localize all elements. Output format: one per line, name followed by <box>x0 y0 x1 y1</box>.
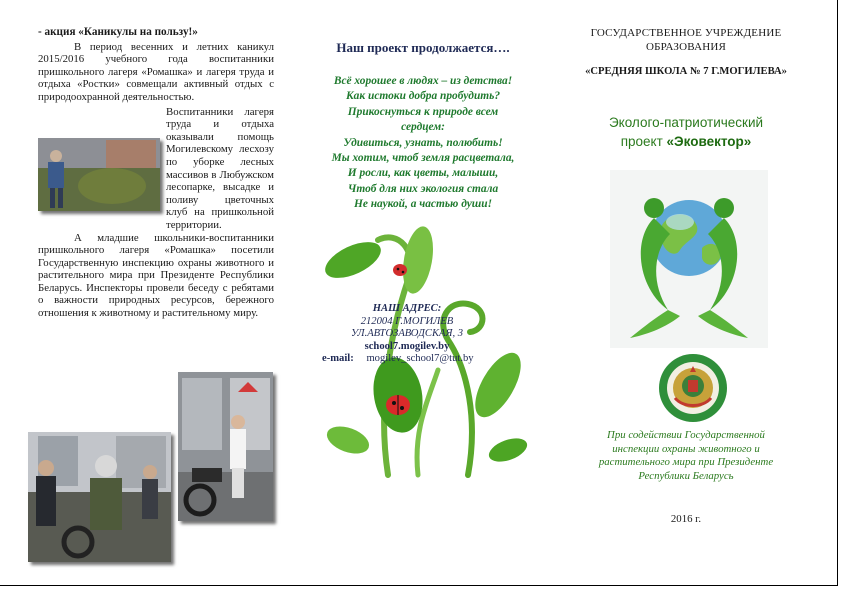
poem-column <box>298 40 548 213</box>
school-address <box>322 303 492 366</box>
school-name: «СРЕДНЯЯ ШКОЛА № 7 Г.МОГИЛЕВА» <box>585 66 787 77</box>
poem-line: Как истоки добра пробудить? <box>345 90 501 103</box>
address-street: УЛ.АВТОЗАВОДСКАЯ, 3 <box>350 328 464 340</box>
project-continues-title: Наш проект продолжается…. <box>336 40 510 55</box>
address-label: НАШ АДРЕС: <box>372 303 442 314</box>
poem-line: Мы хотим, чтоб земля расцветала, <box>331 152 515 165</box>
poem-line: Всё хорошее в людях – из детства! <box>333 75 513 87</box>
support-note: При содействии Государственной инспекции охраны животного и растительного мира при Президенте Республики Беларусь <box>598 429 774 482</box>
activity-intro-text: В период весенних и летних каникул 2015/2016 учебного года воспитанники пришкольного лагеря «Ромашка» и лагеря труда и отдыха «Ростки» совмещали активный отдых с природоохранной деятельностью. <box>38 40 274 103</box>
school-email <box>322 353 492 366</box>
email-label: e-mail: <box>322 353 354 365</box>
poem-line: Прикоснуться к природе всем <box>347 105 499 118</box>
poem-line: Удивиться, узнать, полюбить! <box>343 136 503 149</box>
photo-motorcycle-kids <box>28 432 171 562</box>
publication-year: 2016 г. <box>670 513 702 525</box>
poem-line: сердцем: <box>401 121 445 134</box>
poem-line: Чтоб для них экология стала <box>347 182 499 195</box>
address-city: 212004 Г.МОГИЛЕВ <box>360 315 454 327</box>
activity-work-text-content: Воспитанники лагеря труда и отдыха оказывали помощь Могилевскому лесхозу по уборке лесных массивов в Любужском лесопарке, высадке и поливу цветочных клуб на пришкольной территории. <box>166 105 274 231</box>
project-type: Эколого-патриотический <box>608 115 764 130</box>
inspection-emblem <box>657 352 729 424</box>
institution-line-2: ОБРАЗОВАНИЯ <box>645 41 727 53</box>
institution-line-1: ГОСУДАРСТВЕННОЕ УЧРЕЖДЕНИЕ <box>590 27 782 39</box>
activity-heading: - акция «Каникулы на пользу!» <box>38 26 198 38</box>
photo-garden-work <box>38 138 160 211</box>
page-border-bottom <box>0 585 838 586</box>
email-value: mogilev_school7@tut.by <box>366 353 474 365</box>
activity-juniors-text: А младшие школьники-воспитанники пришкольного лагеря «Ромашка» посетили Государственную инспекцию охраны животного и растительного мира при Президенте Республики Беларусь. Инспекторы провели беседу с ребятами о важности природных ресурсов, бережного отношения к животному и растительному миру. <box>38 231 274 320</box>
project-prefix: проект <box>620 134 663 149</box>
school-website: school7.mogilev.by <box>364 340 450 352</box>
project-title <box>568 132 804 151</box>
eco-globe-logo <box>610 170 768 348</box>
photo-girl-motorcycle <box>178 372 273 521</box>
poem-line: И росли, как цветы, малыши, <box>347 167 499 180</box>
page-border-right <box>837 0 838 585</box>
project-name: «Эковектор» <box>666 134 752 149</box>
poem-line: Не наукой, а частью души! <box>353 198 493 211</box>
title-column <box>568 26 804 151</box>
poem <box>298 74 548 213</box>
